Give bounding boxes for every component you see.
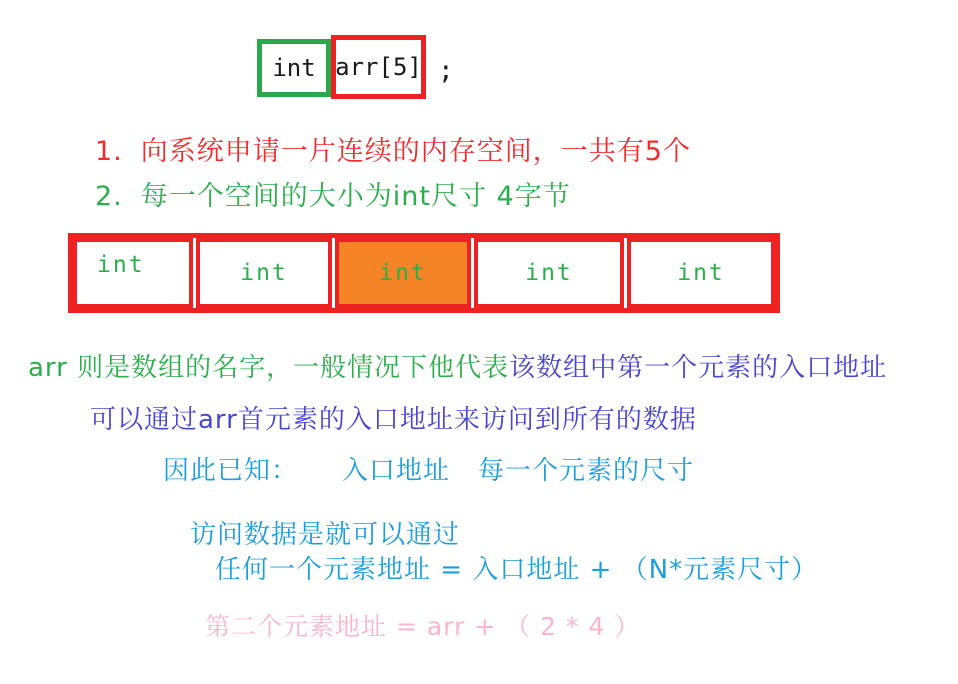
semicolon-text: ; <box>438 56 454 86</box>
known-prefix: 因此已知： <box>163 456 299 486</box>
known-item-entry-address: 入口地址 <box>342 456 451 486</box>
note-1 <box>95 129 691 168</box>
memory-cell: int <box>73 238 193 308</box>
memory-cell: int <box>627 238 775 308</box>
memory-cell: int <box>196 238 332 308</box>
memory-cell: int <box>474 238 624 308</box>
known-facts-line <box>163 450 694 487</box>
arr-explanation-line <box>28 347 887 384</box>
array-declaration-box <box>331 35 426 99</box>
access-line: 可以通过arr首元素的入口地址来访问到所有的数据 <box>90 405 697 435</box>
arr-explanation-blue: 该数组中第一个元素的入口地址 <box>509 353 888 383</box>
known-item-element-size: 每一个元素的尺寸 <box>478 456 695 486</box>
note-1-text: 向系统申请一片连续的内存空间，一共有5个 <box>140 136 691 167</box>
type-keyword-label: int <box>272 54 316 82</box>
note-2 <box>95 174 571 213</box>
example-line: 第二个元素地址 = arr + （ 2 * 4 ） <box>205 612 641 641</box>
arr-explanation-green: arr 则是数组的名字，一般情况下他代表 <box>28 353 510 383</box>
array-declaration-label: arr[5] <box>335 53 422 81</box>
memory-row <box>68 233 780 313</box>
note-2-number: 2. <box>95 181 123 212</box>
formula-line: 任何一个元素地址 = 入口地址 + （N*元素尺寸） <box>215 555 819 585</box>
note-2-text: 每一个空间的大小为int尺寸 4字节 <box>140 181 571 212</box>
note-1-number: 1. <box>95 136 123 167</box>
memory-cell-highlighted: int <box>335 238 471 308</box>
through-line: 访问数据是就可以通过 <box>190 520 461 550</box>
type-keyword-box <box>257 39 331 97</box>
